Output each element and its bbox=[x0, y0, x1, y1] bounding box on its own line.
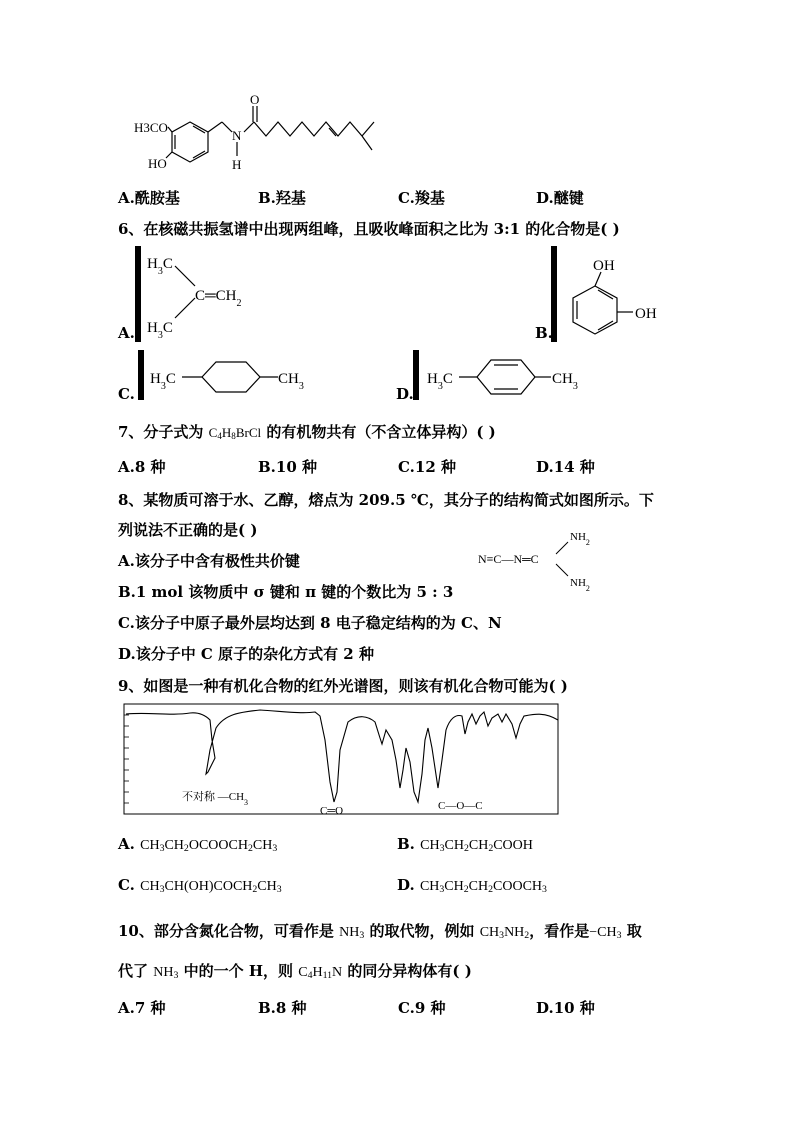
q8-option-b: B.1 mol 该物质中 σ 键和 π 键的个数比为 5 : 3 bbox=[118, 583, 454, 601]
question-8-line1: 8、某物质可溶于水、乙醇，熔点为 209.5 ℃，其分子的结构简式如图所示。下 bbox=[118, 491, 654, 509]
ir-label-coc: C—O—C bbox=[438, 800, 483, 812]
q6-option-c-letter: C. bbox=[118, 385, 135, 403]
q7-option-b: B.10 种 bbox=[258, 458, 317, 476]
q6-a-right: $C═CH_2$ bbox=[195, 288, 242, 309]
capsaicin-structure bbox=[130, 92, 390, 184]
q8-option-c: C.该分子中原子最外层均达到 8 电子稳定结构的为 C、N bbox=[118, 614, 502, 632]
question-7-text: 7、分子式为 $C_4H_8BrCl$ 的有机物共有（不含立体异构）( ) bbox=[118, 423, 496, 441]
capsaicin-option-c: C.羧基 bbox=[398, 189, 445, 207]
n-label: N bbox=[232, 128, 242, 143]
q6-option-a-letter: A. bbox=[118, 324, 135, 342]
capsaicin-option-a: A.酰胺基 bbox=[118, 189, 180, 207]
q10-option-a: A.7 种 bbox=[118, 999, 166, 1017]
question-10-line2: 代了 $NH_3$ 中的一个 H，则 $C_4H_{11}N$ 的同分异构体有( ) bbox=[118, 962, 472, 981]
q7-option-d: D.14 种 bbox=[536, 458, 595, 476]
p-xylene-structure bbox=[425, 352, 595, 402]
q8-option-d: D.该分子中 C 原子的杂化方式有 2 种 bbox=[118, 645, 374, 663]
q8-nh2-bottom: $NH_2$ bbox=[570, 577, 590, 592]
q10-option-d: D.10 种 bbox=[536, 999, 595, 1017]
dicyandiamide-structure bbox=[476, 526, 616, 592]
q9-option-b: B. $CH_3CH_2CH_2COOH$ bbox=[397, 835, 533, 854]
q7-formula: $C_4H_8BrCl$ bbox=[208, 425, 262, 441]
question-6-text: 6、在核磁共振氢谱中出现两组峰，且吸收峰面积之比为 3:1 的化合物是( ) bbox=[118, 220, 620, 238]
q6-d-bar bbox=[413, 350, 419, 400]
question-10-line1: 10、部分含氮化合物，可看作是 $NH_3$ 的取代物，例如 $CH_3NH_2$，看作是$-CH_3$ 取 bbox=[118, 922, 642, 941]
q6-option-b-letter: B. bbox=[535, 324, 553, 342]
q6-a-h3c-top: $H_3C$ bbox=[147, 256, 173, 277]
question-8-line2: 列说法不正确的是( ) bbox=[118, 521, 258, 539]
ir-label-ch3: 不对称 $—CH_3$ bbox=[182, 791, 249, 807]
dimethylcyclohexane-structure bbox=[148, 352, 318, 402]
capsaicin-option-b: B.羟基 bbox=[258, 189, 306, 207]
q7-option-c: C.12 种 bbox=[398, 458, 456, 476]
q9-option-a: A. $CH_3CH_2OCOOCH_2CH_3$ bbox=[118, 835, 278, 854]
q6-c-left: $H_3C$ bbox=[150, 371, 176, 392]
q6-a-bar bbox=[135, 246, 141, 342]
q6-option-d-letter: D. bbox=[396, 385, 414, 403]
q8-struct-left: N≡C—N═C bbox=[478, 552, 539, 566]
catechol-structure bbox=[555, 252, 675, 342]
capsaicin-option-d: D.醚键 bbox=[536, 189, 584, 207]
q6-b-oh-right: OH bbox=[635, 306, 657, 322]
q6-c-right: $CH_3$ bbox=[278, 371, 304, 392]
q6-a-h3c-bottom: $H_3C$ bbox=[147, 320, 173, 340]
ir-spectrum bbox=[120, 700, 560, 818]
q9-option-d: D. $CH_3CH_2CH_2COOCH_3$ bbox=[397, 876, 547, 895]
o-label: O bbox=[250, 92, 260, 107]
q9-option-c: C. $CH_3CH(OH)COCH_2CH_3$ bbox=[118, 876, 282, 895]
q7-option-a: A.8 种 bbox=[118, 458, 166, 476]
q6-c-bar bbox=[138, 350, 144, 400]
isobutylene-structure bbox=[145, 248, 275, 340]
ir-label-co: C═O bbox=[320, 805, 344, 817]
question-9-text: 9、如图是一种有机化合物的红外光谱图，则该有机化合物可能为( ) bbox=[118, 677, 568, 695]
q10-option-c: C.9 种 bbox=[398, 999, 446, 1017]
q6-d-right: $CH_3$ bbox=[552, 371, 578, 392]
q6-d-left: $H_3C$ bbox=[427, 371, 453, 392]
h-label: H bbox=[232, 157, 242, 172]
q8-option-a: A.该分子中含有极性共价键 bbox=[118, 552, 300, 570]
h3co-label: H3CO bbox=[134, 120, 168, 135]
q6-b-oh-top: OH bbox=[593, 258, 615, 274]
q10-option-b: B.8 种 bbox=[258, 999, 307, 1017]
q8-nh2-top: $NH_2$ bbox=[570, 531, 590, 547]
ho-label: HO bbox=[148, 156, 167, 171]
